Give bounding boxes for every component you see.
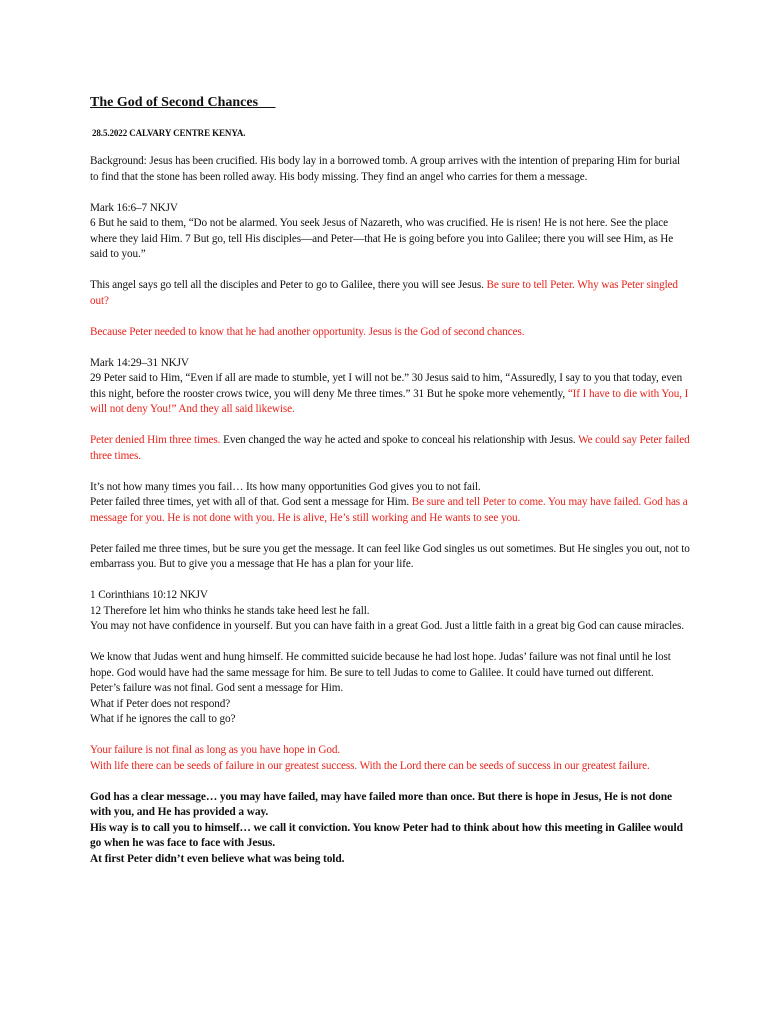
because-paragraph: Because Peter needed to know that he had another opportunity. Jesus is the God of second chances. (90, 325, 525, 338)
clear-message-paragraph: God has a clear message… you may have failed, may have failed more than once. But there is hope in Jesus, He is not done with you, and He has provided a way. (90, 790, 672, 818)
question-respond: What if Peter does not respond? (90, 697, 231, 710)
paragraph-gap (90, 263, 690, 279)
paragraph-gap (90, 635, 690, 651)
date-line: 28.5.2022 CALVARY CENTRE KENYA. (92, 128, 246, 138)
angel-text: This angel says go tell all the disciples and Peter to go to Galilee, there you will see Jesus. (90, 279, 487, 291)
failed-highlight: Be sure and tell Peter to come. You may have failed. God has a message for you. He is not done with you. He is alive, He’s still working and He wants to see you. (90, 496, 688, 524)
denied-text: Even changed the way he acted and spoke to conceal his relationship with Jesus. (220, 434, 579, 446)
scripture-text-corinthians: 12 Therefore let him who thinks he stands take heed lest he fall. (90, 604, 370, 617)
mark14-highlight: “If I have to die with You, I will not deny You!” And they all said likewise. (90, 387, 689, 415)
peter-final-line: Peter’s failure was not final. God sent a message for Him. (90, 682, 344, 694)
background-paragraph: Background: Jesus has been crucified. His body lay in a borrowed tomb. A group arrives with the intention of preparing Him for burial to find that the stone has been rolled away. His body missing. They find an angel who carries for them a message. (90, 155, 681, 183)
mark14-text: 29 Peter said to Him, “Even if all are made to stumble, yet I will not be.” 30 Jesus said to him, “Assuredly, I say to you that today, even this night, before the rooster crows twice, you will deny Me three times.” 31 But he spoke more vehemently, (90, 372, 683, 400)
paragraph-gap (90, 573, 690, 589)
judas-paragraph: We know that Judas went and hung himself. He committed suicide because he had lost hope. Judas’ failure was not final until he lost hope. God would have had the same message for him. Be sure to tell Judas to come to Galilee. It could have turned out different. (90, 651, 671, 679)
scripture-text-mark-14 (90, 371, 690, 418)
scripture-ref-corinthians: 1 Corinthians 10:12 NKJV (90, 589, 208, 601)
scripture-text-mark-16: 6 But he said to them, “Do not be alarmed. You seek Jesus of Nazareth, who was crucified. He is risen! He is not here. See the place where they laid Him. 7 But go, tell His disciples—and Peter—that He is going before you into Galilee; there you will see Him, as He said to you.” (90, 217, 674, 260)
denied-highlight: Peter denied Him three times. (90, 434, 221, 446)
document-page (90, 94, 690, 867)
failed-text: Peter failed three times, yet with all of that. God sent a message for Him. (90, 496, 412, 508)
first-belief-line: At first Peter didn’t even believe what was being told. (90, 852, 345, 865)
seeds-paragraph: With life there can be seeds of failure in our greatest success. With the Lord there can be seeds of success in our greatest failure. (90, 759, 650, 772)
hope-line: Your failure is not final as long as you have hope in God. (90, 744, 341, 756)
confidence-paragraph: You may not have confidence in yourself. But you can have faith in a great God. Just a little faith in a great big God can cause miracles. (90, 620, 684, 632)
paragraph-gap (90, 526, 690, 542)
denied-paragraph (90, 433, 690, 464)
paragraph-gap (90, 728, 690, 744)
paragraph-gap (90, 185, 690, 201)
not-fail-line: It’s not how many times you fail… Its how many opportunities God gives you to not fail. (90, 480, 481, 493)
angel-highlight: Be sure to tell Peter. Why was Peter singled out? (90, 279, 678, 307)
paragraph-gap (90, 774, 690, 790)
conviction-paragraph: His way is to call you to himself… we call it conviction. You know Peter had to think about how this meeting in Galilee would go when he was face to face with Jesus. (90, 821, 683, 849)
paragraph-gap (90, 340, 690, 356)
scripture-ref-mark-16: Mark 16:6–7 NKJV (90, 201, 178, 214)
document-title: The God of Second Chances (90, 95, 276, 110)
angel-paragraph (90, 278, 690, 309)
paragraph-gap (90, 309, 690, 325)
question-ignore: What if he ignores the call to go? (90, 713, 236, 725)
denied-highlight-2: We could say Peter failed three times. (90, 434, 690, 462)
paragraph-gap (90, 464, 690, 480)
failed-me-paragraph: Peter failed me three times, but be sure you get the message. It can feel like God singles us out sometimes. But He singles you out, not to embarrass you. But to give you a message that He has a plan for your life. (90, 542, 690, 570)
paragraph-gap (90, 418, 690, 434)
failed-paragraph (90, 495, 690, 526)
scripture-ref-mark-14: Mark 14:29–31 NKJV (90, 356, 189, 369)
